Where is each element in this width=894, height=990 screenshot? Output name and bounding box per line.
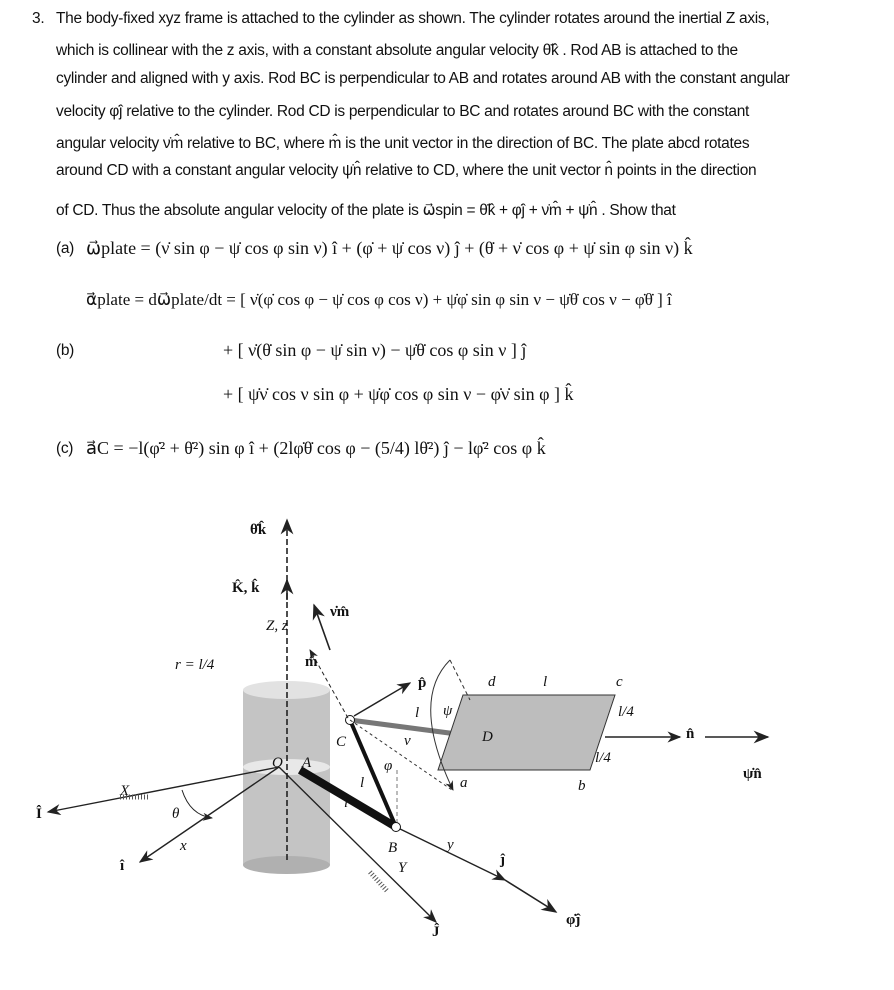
label-phi: φ — [384, 758, 393, 774]
text-line: which is collinear with the z axis, with a constant absolute angular velocity θ̇k̂ . Rod AB is attached to the — [56, 42, 738, 59]
label-D: D — [482, 729, 493, 745]
label-i-hat: î — [120, 858, 125, 874]
label-a: a — [460, 775, 468, 791]
ground-hatch — [370, 872, 388, 892]
label-l-bc: l — [360, 775, 365, 791]
part-b-equation-1: α⃗plate = dω⃗plate/dt = [ ν̇(φ̇ cos φ − ψ̇ cos φ cos ν) + ψ̇φ̇ sin φ sin ν − ψ̇θ̇ cos ν − φ̇θ̇ ] î — [86, 290, 672, 309]
label-n-hat: n̂ — [686, 726, 695, 742]
label-c: c — [616, 674, 623, 690]
p-hat-arrow — [354, 683, 410, 716]
label-nu: ν — [404, 733, 411, 749]
text-line: around CD with a constant angular velocity ψ̇n̂ relative to CD, where the unit vector n̂ points in the direction — [56, 162, 757, 179]
part-a-label: (a) — [56, 240, 75, 257]
label-l-cd: l — [415, 705, 420, 721]
text-line: The body-fixed xyz frame is attached to the cylinder as shown. The cylinder rotates around the inertial Z axis, — [56, 10, 770, 27]
label-radius: r = l/4 — [175, 657, 215, 673]
label-y: y — [447, 837, 454, 853]
text-line: velocity φ̇ĵ relative to the cylinder. Rod CD is perpendicular to BC and rotates around BC with the constant — [56, 103, 750, 120]
label-I-hat: Î — [36, 806, 42, 822]
text-line: cylinder and aligned with y axis. Rod BC is perpendicular to AB and rotates around AB with the constant angular — [56, 70, 790, 87]
label-d: d — [488, 674, 496, 690]
label-phi-dot-j: φ̇ĵ — [566, 912, 581, 928]
phi-dot-j-arrow — [505, 880, 556, 912]
label-A: A — [302, 755, 312, 771]
label-Z-z: Z, z — [266, 618, 288, 634]
label-l4-bottom: l/4 — [595, 750, 611, 766]
theta-arc — [182, 790, 212, 818]
problem-number: 3. — [32, 10, 45, 27]
label-X: X — [120, 783, 130, 799]
label-theta: θ — [172, 806, 180, 822]
label-m-hat: m̂ — [305, 654, 318, 670]
plate-abcd — [438, 695, 615, 770]
label-theta-dot-k: θ̇k̂ — [250, 522, 267, 538]
label-l-ab: l — [344, 795, 349, 811]
label-l4-top: l/4 — [618, 704, 634, 720]
text-line: angular velocity ν̇m̂ relative to BC, where m̂ is the unit vector in the direction of BC. The plate abcd rotates — [56, 135, 750, 152]
part-b-equation-3: + [ ψ̇ν̇ cos ν sin φ + ψ̇φ̇ cos φ sin ν − φ̇ν̇ sin φ ] k̂ — [223, 384, 574, 404]
label-b: b — [578, 778, 586, 794]
label-psi: ψ — [443, 703, 453, 719]
label-x: x — [180, 838, 187, 854]
part-b-label: (b) — [56, 342, 75, 359]
joint-B — [392, 823, 401, 832]
label-C: C — [336, 734, 347, 750]
nu-dot-m-arrow — [314, 605, 330, 650]
label-psi-dot-n: ψ̇n̂ — [743, 766, 762, 782]
dashed-line — [450, 660, 470, 700]
part-c-equation: a⃗C = −l(φ̇² + θ̇²) sin φ î + (2lφ̇θ̇ cos φ − (5/4) lθ̇²) ĵ − lφ̇² cos φ k̂ — [86, 438, 546, 458]
label-l-top: l — [543, 674, 548, 690]
label-J-hat: Ĵ — [432, 924, 440, 940]
label-B: B — [388, 840, 398, 856]
label-nu-dot-m: ν̇m̂ — [330, 604, 350, 620]
part-b-equation-2: + [ ν̇(θ̇ sin φ − ψ̇ sin ν) − ψ̇θ̇ cos φ sin ν ] ĵ — [223, 340, 527, 360]
part-c-label: (c) — [56, 440, 74, 457]
label-j-hat: ĵ — [500, 852, 505, 868]
label-K-k: K̂, k̂ — [232, 580, 260, 596]
label-p-hat: p̂ — [418, 675, 427, 691]
label-O: O — [272, 755, 283, 771]
part-a-equation: ω⃗plate = (ν̇ sin φ − ψ̇ cos φ sin ν) î + (φ̇ + ψ̇ cos ν) ĵ + (θ̇ + ν̇ cos φ + ψ̇ sin φ sin ν) k̂ — [86, 238, 693, 258]
text-line: of CD. Thus the absolute angular velocity of the plate is ω⃗spin = θ̇k̂ + φ̇ĵ + ν̇m̂ + ψ̇n̂ . Show that — [56, 202, 676, 219]
label-Y: Y — [398, 860, 407, 876]
